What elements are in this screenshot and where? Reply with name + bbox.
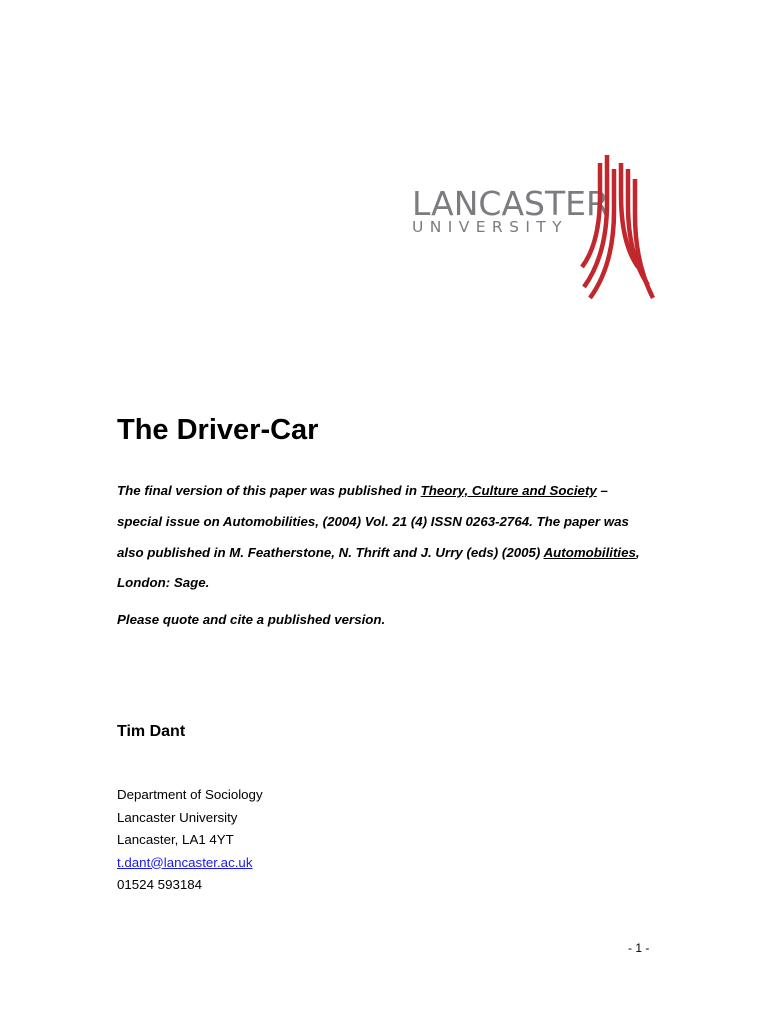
publication-note [117,476,647,599]
book-title: Automobilities [543,544,636,560]
phone-number: 01524 593184 [117,877,203,892]
citation-note: Please quote and cite a published version. [117,612,386,627]
city-postcode: Lancaster, LA1 4YT [117,832,234,847]
lancaster-university-logo [408,155,658,300]
publication-note-text: The final version of this paper was published in [117,483,421,498]
paper-title: The Driver-Car [117,414,319,446]
logo-mark-icon [576,155,656,300]
publication-note-text: – special issue on Automobilities, (2004) Vol. 21 (4) ISSN 0263-2764. The paper was also published in M. Featherstone, N. Thrift and J. Urry (eds) (2005) [117,483,629,560]
university: Lancaster University [117,809,238,825]
author-name: Tim Dant [117,723,186,740]
journal-title: Theory, Culture and Society [420,483,597,498]
logo-wordmark: LANCASTER [412,184,609,223]
department: Department of Sociology [117,787,263,802]
page-number: - 1 - [628,941,650,955]
author-address [117,784,263,897]
logo-subtitle: UNIVERSITY [412,218,569,236]
publication-note-text: , London: Sage. [117,544,640,591]
email-link[interactable]: t.dant@lancaster.ac.uk [117,854,253,870]
